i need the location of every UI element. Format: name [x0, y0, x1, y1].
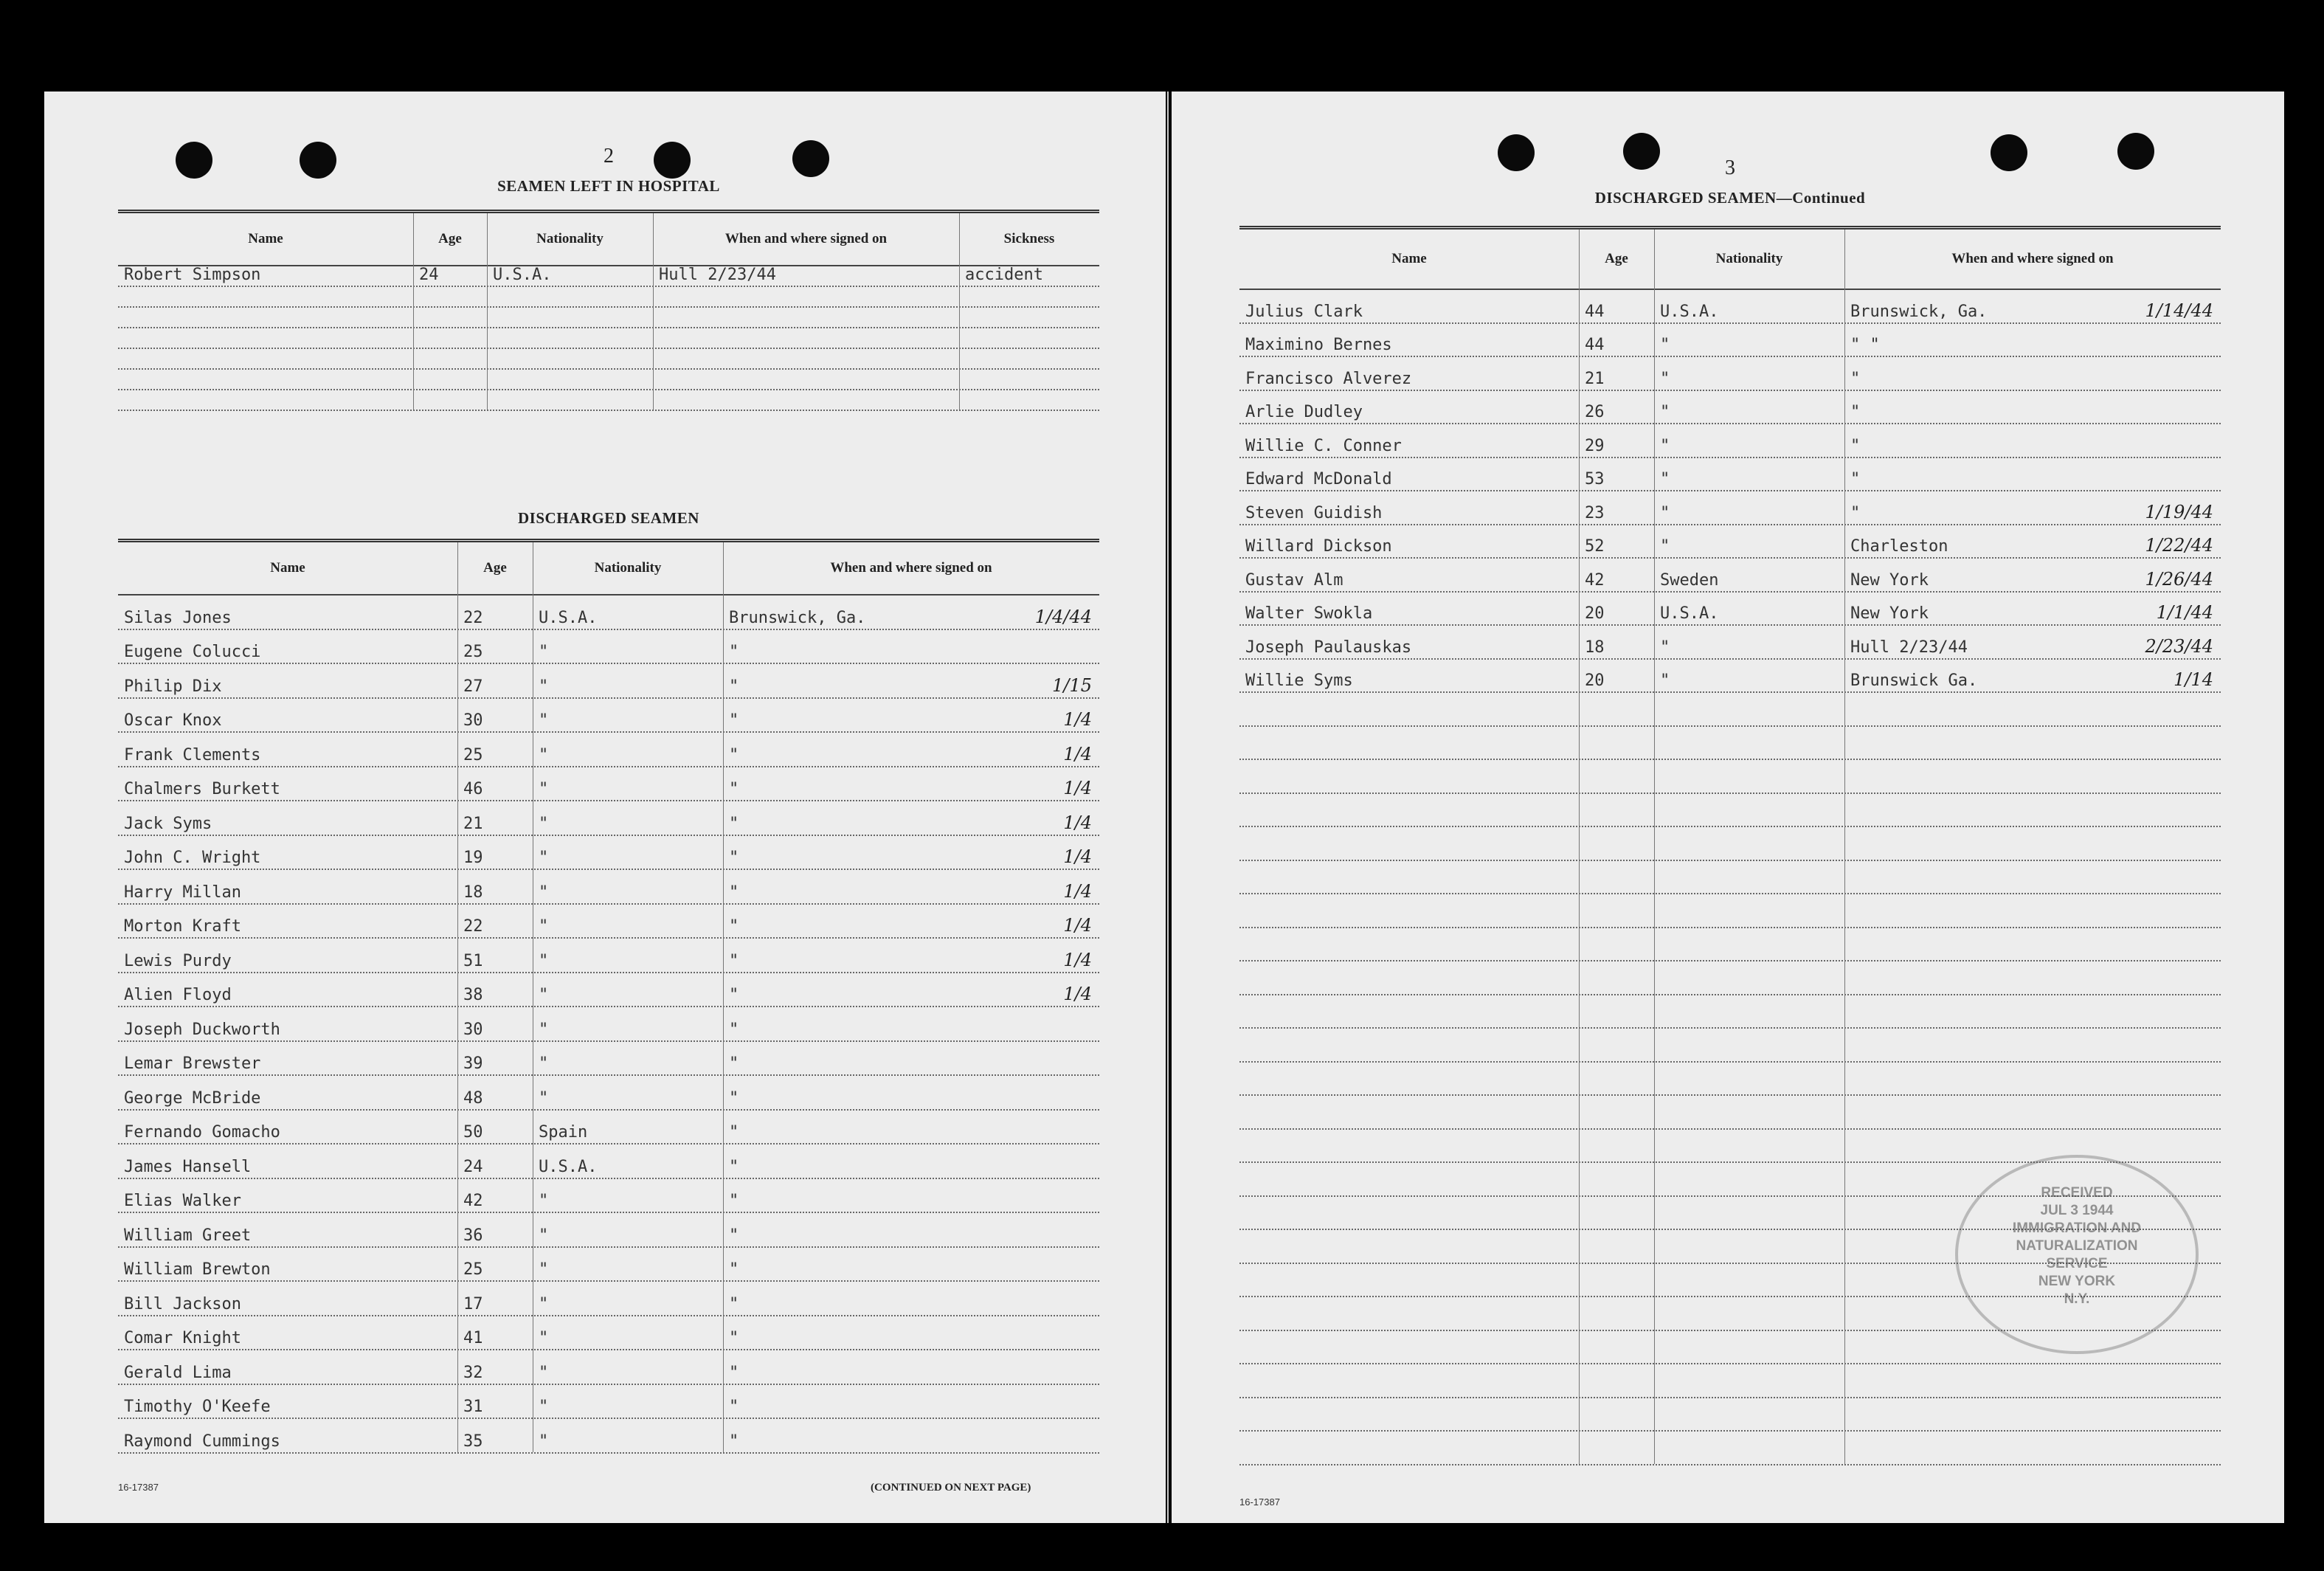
table-row [1239, 1096, 2221, 1130]
column-header: Age [483, 560, 507, 576]
table-row [1239, 894, 2221, 928]
nationality-cell: U.S.A. [1660, 604, 1719, 623]
table-row [118, 1007, 1099, 1042]
signed-date-cell: 1/4 [1063, 880, 1092, 902]
name-cell: Comar Knight [124, 1329, 241, 1347]
signed-on-cell: " [729, 917, 739, 936]
signed-on-cell: " [729, 986, 739, 1004]
name-cell: Eugene Colucci [124, 643, 261, 661]
table-row [118, 1076, 1099, 1111]
column-header: When and where signed on [1951, 251, 2114, 266]
column-header: When and where signed on [830, 560, 992, 576]
column-header: Name [270, 560, 305, 576]
age-cell: 17 [463, 1294, 483, 1313]
table-header [1239, 229, 2221, 290]
name-cell: Francisco Alverez [1245, 369, 1412, 388]
column-rule [487, 213, 488, 410]
signed-date-cell: 1/4 [1063, 812, 1092, 833]
table-row [118, 1042, 1099, 1077]
signed-on-cell: " [729, 1020, 739, 1039]
table-row [118, 801, 1099, 836]
name-cell: John C. Wright [124, 849, 261, 867]
signed-date-cell: 1/19/44 [2145, 501, 2213, 522]
table-row [1239, 1063, 2221, 1097]
signed-on-cell: " [729, 745, 739, 764]
column-header: Age [1605, 251, 1628, 266]
table-row [1239, 928, 2221, 962]
signed-date-cell: 1/4 [1063, 778, 1092, 798]
table-row [118, 328, 1099, 349]
nationality-cell: " [1660, 638, 1670, 657]
name-cell: Steven Guidish [1245, 503, 1383, 522]
signed-on-cell: " [729, 1192, 739, 1210]
punch-hole [176, 142, 212, 179]
signed-on-cell: " [729, 1398, 739, 1416]
nationality-cell: " [539, 883, 549, 902]
nationality-cell: " [539, 1260, 549, 1279]
table-row [118, 266, 1099, 287]
signed-date-cell: 2/23/44 [2145, 635, 2213, 657]
nationality-cell: " [1660, 336, 1670, 354]
nationality-cell: Sweden [1660, 570, 1719, 590]
signed-on-cell: Charleston [1850, 537, 1948, 556]
age-cell: 35 [463, 1432, 483, 1451]
discharged-table [118, 539, 1099, 1454]
name-cell: Lemar Brewster [124, 1054, 261, 1073]
name-cell: Chalmers Burkett [124, 780, 280, 798]
nationality-cell: " [1660, 369, 1670, 388]
signed-on-cell: " [729, 1329, 739, 1347]
table-row [118, 733, 1099, 767]
table-row [118, 1144, 1099, 1179]
signed-on-cell: " [729, 711, 739, 730]
stamp-line: JUL 3 1944 [2040, 1203, 2114, 1218]
age-cell: 39 [463, 1054, 483, 1073]
punch-hole [654, 142, 691, 179]
continued-note: (CONTINUED ON NEXT PAGE) [871, 1482, 1031, 1494]
table-row [1239, 1029, 2221, 1063]
signed-on-cell: " " [1850, 336, 1880, 354]
form-code: 16-17387 [1239, 1496, 1280, 1508]
age-cell: 48 [463, 1088, 483, 1108]
column-header: Name [1391, 251, 1427, 266]
signed-date-cell: 1/26/44 [2145, 568, 2213, 590]
nationality-cell: " [539, 677, 549, 696]
table-row [118, 1111, 1099, 1145]
age-cell: 18 [463, 883, 483, 902]
table-row [118, 1350, 1099, 1385]
nationality-cell: " [539, 711, 549, 730]
column-header: Name [248, 231, 283, 246]
age-cell: 20 [1585, 604, 1605, 623]
name-cell: Gerald Lima [124, 1363, 232, 1382]
hospital-section-title: SEAMEN LEFT IN HOSPITAL [497, 177, 720, 195]
nationality-cell: " [1660, 537, 1670, 556]
age-cell: 44 [1585, 336, 1605, 354]
nationality-cell: " [539, 1192, 549, 1210]
table-row [1239, 861, 2221, 895]
name-cell: Oscar Knox [124, 711, 222, 730]
table-row [118, 699, 1099, 733]
table-row [1239, 357, 2221, 391]
table-row [118, 1282, 1099, 1316]
nationality-cell: U.S.A. [1660, 302, 1719, 321]
column-rule [959, 213, 960, 410]
name-cell: Jack Syms [124, 814, 212, 833]
age-cell: 18 [1585, 638, 1605, 657]
name-cell: Alien Floyd [124, 986, 232, 1004]
signed-on-cell: " [729, 1157, 739, 1176]
stamp-line: RECEIVED [2041, 1185, 2113, 1201]
table-row [118, 836, 1099, 871]
punch-hole [2117, 133, 2154, 170]
name-cell: Robert Simpson [124, 266, 261, 284]
nationality-cell: " [1660, 436, 1670, 455]
nationality-cell: Spain [539, 1123, 588, 1142]
signed-on-cell: " [1850, 503, 1861, 522]
table-row [118, 1248, 1099, 1282]
punch-hole [792, 140, 829, 177]
form-code: 16-17387 [118, 1482, 159, 1493]
signed-on-cell: " [729, 1088, 739, 1108]
age-cell: 42 [1585, 570, 1605, 590]
name-cell: Willie Syms [1245, 671, 1353, 690]
age-cell: 36 [463, 1226, 483, 1245]
table-row [118, 370, 1099, 390]
age-cell: 42 [463, 1192, 483, 1210]
table-row [118, 905, 1099, 939]
name-cell: Philip Dix [124, 677, 222, 696]
nationality-cell: U.S.A. [493, 266, 552, 284]
nationality-cell: " [539, 745, 549, 764]
table-row [1239, 290, 2221, 324]
name-cell: Fernando Gomacho [124, 1123, 280, 1142]
discharged-section-title: DISCHARGED SEAMEN [518, 509, 699, 527]
column-header: Sickness [1003, 231, 1055, 246]
column-rule [457, 542, 458, 1452]
table-row [118, 287, 1099, 308]
signed-on-cell: Brunswick Ga. [1850, 671, 1978, 690]
nationality-cell: " [539, 643, 549, 661]
nationality-cell: " [1660, 671, 1670, 690]
signed-on-cell: " [729, 1260, 739, 1279]
table-row [1239, 424, 2221, 458]
table-row [118, 1179, 1099, 1214]
name-cell: Julius Clark [1245, 302, 1363, 321]
nationality-cell: " [539, 1054, 549, 1073]
age-cell: 19 [463, 849, 483, 867]
punch-hole [1991, 134, 2027, 171]
name-cell: Maximino Bernes [1245, 336, 1392, 354]
signed-date-cell: 1/4/44 [1034, 606, 1092, 627]
name-cell: Elias Walker [124, 1192, 241, 1210]
nationality-cell: " [539, 1088, 549, 1108]
table-row [118, 939, 1099, 973]
name-cell: Raymond Cummings [124, 1432, 280, 1451]
name-cell: Bill Jackson [124, 1294, 241, 1313]
age-cell: 25 [463, 1260, 483, 1279]
signed-on-cell: " [729, 1054, 739, 1073]
table-row [1239, 525, 2221, 559]
table-row [1239, 760, 2221, 794]
name-cell: Morton Kraft [124, 917, 241, 936]
page-number: 3 [1725, 156, 1735, 179]
nationality-cell: " [539, 780, 549, 798]
stamp-line: IMMIGRATION AND [2012, 1220, 2142, 1236]
name-cell: Harry Millan [124, 883, 241, 902]
nationality-cell: " [539, 1020, 549, 1039]
stamp-line: N.Y. [2064, 1291, 2090, 1307]
signed-on-cell: " [729, 814, 739, 833]
nationality-cell: " [539, 1398, 549, 1416]
signed-on-cell: Brunswick, Ga. [729, 608, 866, 627]
age-cell: 22 [463, 608, 483, 627]
table-row [1239, 391, 2221, 425]
age-cell: 20 [1585, 671, 1605, 690]
column-rule [1579, 229, 1580, 1464]
table-row [118, 349, 1099, 370]
table-row [118, 308, 1099, 328]
table-header [118, 213, 1099, 266]
signed-date-cell: 1/4 [1063, 949, 1092, 970]
signed-date-cell: 1/4 [1063, 915, 1092, 936]
table-row [118, 1419, 1099, 1454]
discharged-continued-title: DISCHARGED SEAMEN—Continued [1594, 189, 1866, 207]
table-row [1239, 961, 2221, 995]
signed-on-cell: " [1850, 403, 1861, 421]
age-cell: 44 [1585, 302, 1605, 321]
signed-on-cell: " [729, 1226, 739, 1245]
table-row [118, 664, 1099, 699]
signed-on-cell: " [729, 1294, 739, 1313]
nationality-cell: " [539, 986, 549, 1004]
age-cell: 25 [463, 745, 483, 764]
table-row [118, 767, 1099, 802]
signed-on-cell: New York [1850, 604, 1929, 623]
name-cell: George McBride [124, 1088, 261, 1108]
signed-on-cell: " [729, 951, 739, 970]
signed-on-cell: " [729, 643, 739, 661]
sickness-cell: accident [965, 266, 1043, 284]
table-row [1239, 1398, 2221, 1432]
nationality-cell: " [539, 1363, 549, 1382]
table-header [118, 542, 1099, 595]
nationality-cell: " [539, 1432, 549, 1451]
nationality-cell: U.S.A. [539, 1157, 598, 1176]
table-row [1239, 727, 2221, 761]
age-cell: 24 [419, 266, 439, 284]
signed-on-cell: " [1850, 470, 1861, 488]
name-cell: Timothy O'Keefe [124, 1398, 271, 1416]
signed-date-cell: 1/14 [2173, 669, 2213, 690]
signed-date-cell: 1/22/44 [2145, 535, 2213, 556]
table-row [1239, 1364, 2221, 1398]
age-cell: 30 [463, 711, 483, 730]
hospital-table [118, 210, 1099, 411]
name-cell: James Hansell [124, 1157, 252, 1176]
nationality-cell: " [539, 1294, 549, 1313]
signed-on-cell: " [729, 1363, 739, 1382]
nationality-cell: " [539, 951, 549, 970]
signed-date-cell: 1/14/44 [2145, 300, 2213, 321]
punch-hole [1498, 134, 1535, 171]
signed-on-cell: " [729, 883, 739, 902]
table-row [1239, 593, 2221, 626]
age-cell: 27 [463, 677, 483, 696]
table-row [1239, 794, 2221, 828]
name-cell: Gustav Alm [1245, 570, 1343, 590]
table-row [118, 390, 1099, 411]
stamp-line: NATURALIZATION [2016, 1238, 2138, 1254]
signed-on-cell: Hull 2/23/44 [1850, 638, 1968, 657]
signed-on-cell: " [729, 780, 739, 798]
column-header: When and where signed on [724, 231, 888, 246]
nationality-cell: " [539, 849, 549, 867]
table-row [118, 595, 1099, 630]
nationality-cell: U.S.A. [539, 608, 598, 627]
table-row [1239, 559, 2221, 593]
name-cell: Walter Swokla [1245, 604, 1373, 623]
age-cell: 22 [463, 917, 483, 936]
name-cell: Arlie Dudley [1245, 403, 1363, 421]
table-row [1239, 626, 2221, 660]
age-cell: 24 [463, 1157, 483, 1176]
signed-on-cell: " [729, 677, 739, 696]
column-rule [653, 213, 654, 410]
name-cell: Edward McDonald [1245, 470, 1392, 488]
age-cell: 46 [463, 780, 483, 798]
signed-on-cell: " [729, 849, 739, 867]
received-stamp [1955, 1155, 2199, 1354]
table-row [1239, 995, 2221, 1029]
table-row [1239, 693, 2221, 727]
punch-hole [300, 142, 336, 179]
signed-on-cell: " [1850, 436, 1861, 455]
nationality-cell: " [1660, 470, 1670, 488]
age-cell: 51 [463, 951, 483, 970]
signed-on-cell: New York [1850, 570, 1929, 590]
age-cell: 53 [1585, 470, 1605, 488]
table-row [118, 1385, 1099, 1420]
signed-on-cell: " [1850, 369, 1861, 388]
age-cell: 25 [463, 643, 483, 661]
nationality-cell: " [539, 1226, 549, 1245]
page-number: 2 [604, 145, 614, 168]
table-row [1239, 660, 2221, 694]
age-cell: 41 [463, 1329, 483, 1347]
signed-on-cell: Hull 2/23/44 [659, 266, 776, 284]
age-cell: 23 [1585, 503, 1605, 522]
signed-date-cell: 1/1/44 [2156, 602, 2213, 623]
name-cell: Joseph Duckworth [124, 1020, 280, 1039]
table-row [1239, 827, 2221, 861]
table-row [118, 870, 1099, 905]
column-header: Nationality [594, 560, 662, 576]
nationality-cell: " [1660, 403, 1670, 421]
name-cell: Willie C. Conner [1245, 436, 1402, 455]
name-cell: Lewis Purdy [124, 951, 232, 970]
age-cell: 30 [463, 1020, 483, 1039]
nationality-cell: " [539, 814, 549, 833]
age-cell: 31 [463, 1398, 483, 1416]
table-row [1239, 458, 2221, 492]
column-header: Nationality [536, 231, 604, 246]
nationality-cell: " [539, 917, 549, 936]
signed-date-cell: 1/4 [1063, 743, 1092, 764]
signed-date-cell: 1/4 [1063, 709, 1092, 730]
age-cell: 26 [1585, 403, 1605, 421]
age-cell: 50 [463, 1123, 483, 1142]
signed-on-cell: Brunswick, Ga. [1850, 302, 1988, 321]
name-cell: Silas Jones [124, 608, 232, 627]
name-cell: Willard Dickson [1245, 537, 1392, 556]
table-row [118, 630, 1099, 665]
table-row [1239, 1432, 2221, 1465]
nationality-cell: " [539, 1329, 549, 1347]
name-cell: Joseph Paulauskas [1245, 638, 1412, 657]
signed-on-cell: " [729, 1123, 739, 1142]
punch-hole [1623, 133, 1660, 170]
column-rule [413, 213, 414, 410]
nationality-cell: " [1660, 503, 1670, 522]
table-row [1239, 324, 2221, 358]
age-cell: 21 [463, 814, 483, 833]
page-fold [1167, 92, 1169, 1523]
column-header: Nationality [1715, 251, 1783, 266]
name-cell: William Brewton [124, 1260, 271, 1279]
signed-on-cell: " [729, 1432, 739, 1451]
table-row [118, 1316, 1099, 1351]
age-cell: 38 [463, 986, 483, 1004]
signed-date-cell: 1/15 [1052, 674, 1092, 696]
column-rule [1844, 229, 1845, 1464]
table-row [118, 1213, 1099, 1248]
stamp-line: NEW YORK [2038, 1274, 2116, 1289]
age-cell: 52 [1585, 537, 1605, 556]
column-rule [723, 542, 724, 1452]
column-rule [1654, 229, 1655, 1464]
age-cell: 32 [463, 1363, 483, 1382]
age-cell: 29 [1585, 436, 1605, 455]
signed-date-cell: 1/4 [1063, 846, 1092, 867]
name-cell: Frank Clements [124, 745, 261, 764]
name-cell: William Greet [124, 1226, 252, 1245]
table-row [1239, 491, 2221, 525]
stamp-line: SERVICE [2046, 1256, 2108, 1271]
signed-date-cell: 1/4 [1063, 984, 1092, 1004]
table-row [118, 973, 1099, 1008]
column-header: Age [438, 231, 462, 246]
age-cell: 21 [1585, 369, 1605, 388]
